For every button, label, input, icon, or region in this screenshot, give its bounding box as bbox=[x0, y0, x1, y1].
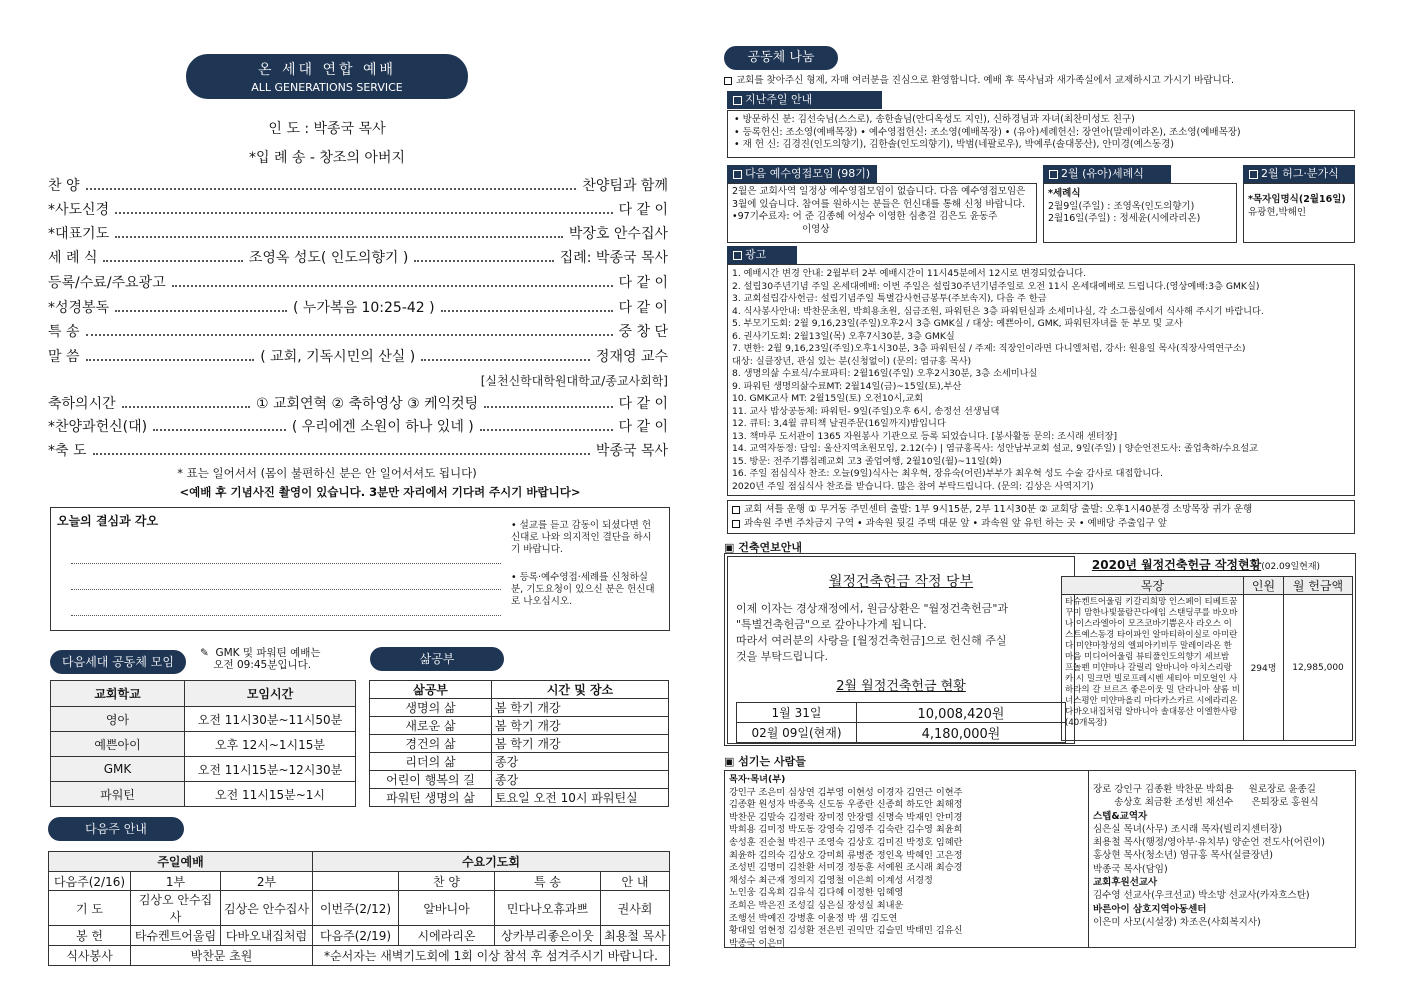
resolution-title: 오늘의 결심과 각오 bbox=[57, 514, 159, 528]
nextweek-label: 다음주 안내 bbox=[48, 817, 184, 841]
order-row bbox=[48, 222, 668, 244]
lastweek-label: 지난주일 안내 bbox=[727, 91, 882, 109]
cell: 다음주(2/19) bbox=[313, 926, 399, 946]
cell: 오후 12시~1시15분 bbox=[185, 732, 356, 757]
order-person: 찬양팀과 함께 bbox=[582, 178, 668, 194]
cell: 경건의 삶 bbox=[370, 735, 492, 753]
nextweek-table bbox=[48, 851, 670, 966]
order-row bbox=[48, 439, 668, 461]
cell: 12,985,000 bbox=[1284, 595, 1353, 741]
servant-line: 송성훈 진순철 박진구 조영숙 김상호 김미진 박정호 임혜란 bbox=[729, 836, 963, 848]
baptism-label: 2월 (유아)세례식 bbox=[1043, 165, 1171, 183]
cell: 봄 학기 개강 bbox=[492, 717, 669, 735]
order-person: 다 같 이 bbox=[618, 275, 668, 291]
service-title bbox=[186, 54, 468, 99]
status-title: 2월 월정건축헌금 현황 bbox=[836, 679, 966, 694]
servant-line: 채성수 최근재 정의지 김영철 이은희 이계성 서경정 bbox=[729, 874, 933, 886]
cell: 종강 bbox=[492, 753, 669, 771]
order-item: *대표기도 bbox=[48, 226, 110, 242]
col-header: 삶공부 bbox=[370, 681, 492, 699]
jesus-text: 2월은 교회사역 일정상 예수영접모임이 없습니다. 다음 예수영접모임은 3월에 있습니다. 참여를 원하시는 분들은 헌신대를 통해 신청 바랍니다. bbox=[732, 186, 1026, 210]
service-title-en: ALL GENERATIONS SERVICE bbox=[251, 81, 403, 94]
servant-line: 김수영 선교사(우크선교) 박소망 선교사(카자흐스탄) bbox=[1093, 890, 1310, 902]
servant-line: 송상호 최금환 조성빈 채선수 은퇴장로 홍원식 bbox=[1093, 797, 1319, 809]
servant-line: 조희은 박은진 조성길 심은실 장성실 최내운 bbox=[729, 899, 904, 911]
life-table bbox=[369, 680, 669, 807]
order-row bbox=[48, 320, 668, 342]
cell: 알바니아 bbox=[399, 891, 495, 926]
entrance-song: *입 례 송 - 창조의 아버지 bbox=[248, 150, 406, 166]
order-row bbox=[48, 174, 668, 196]
ad-line: 16. 주일 점심식사 찬조: 오늘(9일)식사는 최우혁, 장유숙(어린)부부가 최우혁 성도 수술 감사로 대접합니다. bbox=[732, 468, 1163, 479]
order-row bbox=[48, 296, 668, 318]
order-item: *사도신경 bbox=[48, 202, 110, 218]
servant-line: 홍상현 목사(청소년) 염규홍 목사(실클장년) bbox=[1093, 850, 1273, 862]
servants-label: ▣ 섬기는 사람들 bbox=[724, 753, 806, 769]
ad-line: 9. 파워틴 생명의삶수료MT: 2월14일(금)~15일(토),부산 bbox=[732, 380, 962, 392]
building-label: ▣ 건축연보안내 bbox=[724, 539, 802, 555]
servant-line: 스텝&교역자 bbox=[1093, 810, 1148, 822]
servant-line: 강인구 조은미 심상연 김부영 이현성 이경자 김연근 이현주 bbox=[729, 786, 963, 798]
cell: 토요일 오전 10시 파워틴실 bbox=[492, 789, 669, 807]
pledge-box bbox=[1243, 183, 1355, 243]
servant-line: 최용철 목사(행정/영아부·유치부) 양순언 전도사(어린이) bbox=[1093, 837, 1325, 849]
baptism-line: 2월16일(주일) : 정세윤(시에라리온) bbox=[1048, 213, 1201, 225]
servant-line: 이은미 사모(시설장) 차조은(사회복지사) bbox=[1093, 916, 1261, 928]
cell bbox=[313, 872, 399, 891]
cell: 안 내 bbox=[601, 872, 670, 891]
col-header: 목장 bbox=[1062, 577, 1244, 595]
cell: 종강 bbox=[492, 771, 669, 789]
order-detail: ( 우리에겐 소원이 하나 있네 ) bbox=[291, 419, 474, 435]
order-item: 찬 양 bbox=[48, 178, 80, 194]
status-table bbox=[736, 702, 1066, 743]
cell: 타슈켄트어울림 bbox=[131, 926, 221, 946]
baptism-box bbox=[1043, 183, 1237, 243]
ad-line: 7. 변한: 2월 9,16,23일(주일)오후1시30분, 3층 파워틴실 / 주제: 직장인이라면 다니엘처럼, 강사: 원용일 목사(직장사역연구소) bbox=[732, 343, 1246, 354]
parking-info: 과속원 주변 주차금지 구역 • 과속원 뒷길 주택 대문 앞 • 과속원 앞 유턴 하는 곳 • 예배당 주출입구 앞 bbox=[732, 517, 1350, 531]
order-person: 다 같 이 bbox=[618, 396, 668, 412]
ad-line: 2020년 주일 점심식사 찬조를 받습니다. 많은 참여 부탁드립니다. (문의: 김상은 사역지기) bbox=[732, 480, 1094, 492]
cell: 민다나오휴과쁘 bbox=[495, 891, 601, 926]
cell: 기 도 bbox=[49, 891, 131, 926]
pledge-line: 유광현,박해인 bbox=[1248, 206, 1307, 218]
ad-line: 3. 교회설립감사헌금: 설립기념주일 특별감사헌금봉투(주보속지), 다음 주 한금 bbox=[732, 293, 1047, 304]
servant-line: 황대일 엄현정 김성환 전은빈 권익만 김슬민 박태민 김유신 bbox=[729, 925, 963, 937]
order-item: *성경봉독 bbox=[48, 300, 110, 316]
ads-label: 광고 bbox=[727, 246, 797, 264]
order-person: 박장호 안수집사 bbox=[568, 226, 668, 242]
order-person: 중 창 단 bbox=[618, 324, 668, 340]
order-item: 축하의시간 bbox=[48, 396, 116, 412]
cell: 1월 31일 bbox=[737, 703, 857, 723]
building-box-title: 월정건축헌금 작정 당부 bbox=[828, 574, 974, 590]
cell: *순서자는 새벽기도회에 1회 이상 참석 후 섬겨주시기 바랍니다. bbox=[313, 946, 670, 966]
order-row bbox=[48, 271, 668, 293]
ad-line: 대상: 실클장년, 관심 있는 분(신청없이) (문의: 염규홍 목사) bbox=[732, 355, 972, 367]
order-item: 세 례 식 bbox=[48, 250, 98, 266]
cell: 찬 양 bbox=[399, 872, 495, 891]
col-header: 인원 bbox=[1244, 577, 1284, 595]
nextgen-note: ✎ GMK 및 파워틴 예배는 오전 09:45분입니다. bbox=[200, 647, 321, 671]
cell: 10,008,420원 bbox=[857, 703, 1066, 723]
servant-line: 심은실 목녀(사무) 조시래 목자(빌리지센터장) bbox=[1093, 823, 1283, 835]
lastweek-box bbox=[727, 110, 1355, 158]
cell: 식사봉사 bbox=[49, 946, 131, 966]
cell: 김상은 안수집사 bbox=[221, 891, 313, 926]
servant-line: 박희용 김미정 박도동 강영숙 김영주 김숙란 김수영 최윤희 bbox=[729, 824, 963, 836]
servant-line: 박종국 이은미 bbox=[729, 937, 786, 949]
ad-line: 15. 방문: 전주기쁨침례교회 고3 졸업여행, 2월10일(월)~11일(화) bbox=[732, 455, 1002, 467]
col-header: 시간 및 장소 bbox=[492, 681, 669, 699]
col-header: 월 헌금액 bbox=[1284, 577, 1353, 595]
cell: 294명 bbox=[1244, 595, 1284, 741]
baptism-title: *세례식 bbox=[1048, 188, 1081, 199]
life-label: 삶공부 bbox=[370, 647, 504, 671]
cell: 봄 학기 개강 bbox=[492, 699, 669, 717]
ad-line: 5. 부모기도회: 2월 9,16,23일(주일)오후2시 3층 GMK실 / 대상: 예쁜아이, GMK, 파워틴자녀를 둔 부모 및 교사 bbox=[732, 318, 1183, 329]
cell: 다음주(2/16) bbox=[49, 872, 131, 891]
servant-line: 교회후원선교사 bbox=[1093, 877, 1158, 889]
order-row bbox=[48, 198, 668, 220]
jesus-box bbox=[727, 183, 1037, 243]
speaker-affiliation: [실천신학대학원대학교/종교사회학] bbox=[480, 374, 668, 388]
service-title-ko: 온 세대 연합 예배 bbox=[257, 62, 397, 78]
resolution-tip: • 설교를 듣고 감동이 되셨다면 헌신대로 나와 의지적인 결단을 하시기 바랍니다. bbox=[511, 520, 659, 556]
pledge-label: 2월 허그·분가식 bbox=[1243, 165, 1355, 183]
order-person: 다 같 이 bbox=[618, 300, 668, 316]
servant-line: 장로 강인구 김종환 박찬문 박희용 원로장로 윤종길 bbox=[1093, 784, 1316, 795]
col-header: 교회학교 bbox=[51, 681, 185, 707]
order-person: 정재영 교수 bbox=[595, 349, 668, 365]
order-row bbox=[48, 392, 668, 414]
ad-line: 8. 생명의삶 수료식/수료파티: 2월16일(주일) 오후2시30분, 3층 소세미나실 bbox=[732, 368, 1038, 379]
jesus-label: 다음 예수영접모임 (98기) bbox=[727, 165, 877, 183]
cell: 최용철 목사 bbox=[601, 926, 670, 946]
cell: 상카부리좋은이웃 bbox=[495, 926, 601, 946]
building-box bbox=[724, 553, 1356, 746]
order-person: 집례: 박종국 목사 bbox=[559, 250, 669, 266]
order-detail: ( 누가복음 10:25-42 ) bbox=[293, 300, 435, 316]
nextgen-label: 다음세대 공동체 모임 bbox=[50, 650, 186, 674]
community-label: 공동체 나눔 bbox=[724, 46, 838, 70]
cell: 생명의 삶 bbox=[370, 699, 492, 717]
ad-line: 1. 예배시간 변경 안내: 2월부터 2부 예배시간이 11시45분에서 12시로 변경되었습니다. bbox=[732, 268, 1087, 279]
pledge-line: *목자임명식(2월16일) bbox=[1248, 194, 1346, 205]
cell: 이번주(2/12) bbox=[313, 891, 399, 926]
servant-line: 김종환 원성자 박종욱 신도동 우종란 신종희 하도안 최해정 bbox=[729, 799, 963, 811]
order-row bbox=[48, 345, 668, 367]
jesus-text: 이영상 bbox=[802, 224, 830, 236]
cell: 봉 헌 bbox=[49, 926, 131, 946]
cell: 새로운 삶 bbox=[370, 717, 492, 735]
order-item: 특 송 bbox=[48, 324, 80, 340]
ads-box bbox=[727, 264, 1355, 496]
pledge-status-table bbox=[1061, 576, 1353, 741]
resolution-box bbox=[50, 507, 670, 631]
order-detail: ( 교회, 기독시민의 산실 ) bbox=[260, 349, 416, 365]
servant-line: 바른아이 삼호지역아동센터 bbox=[1093, 903, 1207, 915]
cell: 시에라리온 bbox=[399, 926, 495, 946]
col-header: 수요기도회 bbox=[313, 852, 670, 872]
col-header: 주일예배 bbox=[49, 852, 313, 872]
leader: 인 도 : 박종국 목사 bbox=[268, 121, 386, 137]
cell: 권사회 bbox=[601, 891, 670, 926]
cell: 오전 11시15분~1시 bbox=[185, 782, 356, 807]
cell: 리더의 삶 bbox=[370, 753, 492, 771]
order-row bbox=[48, 246, 668, 268]
baptism-line: 2월9일(주일) : 조영옥(인도의향기) bbox=[1048, 200, 1195, 212]
cell: 파워틴 bbox=[51, 782, 185, 807]
order-item: *축 도 bbox=[48, 443, 87, 459]
lastweek-line: • 등록헌신: 조소영(예배목장) • 예수영접헌신: 조소영(예배목장) • (유아)세례헌신: 장연아(말레이라온), 조소영(예배목장) bbox=[734, 127, 1348, 140]
cell: 김상오 안수집사 bbox=[131, 891, 221, 926]
ad-line: 6. 권사기도회: 2월13일(목) 오후7시30분, 3층 GMK실 bbox=[732, 330, 955, 342]
servant-line: 박찬문 김말숙 김정락 장미정 안장렬 신명숙 박재인 안미경 bbox=[729, 811, 963, 823]
ad-line: 11. 교사 밥상공동체: 파워틴- 9일(주일)오후 6시, 송정선 선생님댁 bbox=[732, 405, 1000, 417]
servant-line: 조행선 박예진 강병훈 이윤정 박 샘 김도연 bbox=[729, 912, 898, 924]
cell: 영아 bbox=[51, 707, 185, 732]
order-person: 다 같 이 bbox=[618, 419, 669, 435]
servant-line: 노인웅 김옥희 김유식 김다혜 이정한 임혜영 bbox=[729, 887, 904, 899]
nextgen-table bbox=[50, 680, 356, 807]
ad-line: 14. 교역자동정: 담임: 울산지역초원모임, 2.12(수) | 염규홍목사: 성안남부교회 설교, 9일(주일) | 양순언전도사: 졸업축하/수요설교 bbox=[732, 443, 1259, 454]
servant-line: 최윤하 김의숙 김상오 강미희 류병준 정인옥 박혜인 고은정 bbox=[729, 849, 963, 861]
cell: 4,180,000원 bbox=[857, 723, 1066, 743]
cell: 박찬문 초원 bbox=[131, 946, 313, 966]
cell: 다바오내집처럼 bbox=[221, 926, 313, 946]
servant-line: 박종국 목사(담임) bbox=[1093, 863, 1168, 875]
shuttle-info: 교회 셔틀 운행 ① 무거동 주민센터 출발: 1부 9시15분, 2부 11시30분 ② 교회당 출발: 오후1시40분경 소망목장 귀가 운행 bbox=[732, 503, 1350, 517]
cell: 2부 bbox=[221, 872, 313, 891]
pledge-status-title: 2020년 월정건축헌금 작정현황(02.09일현재) bbox=[1091, 558, 1321, 572]
order-person: 다 같 이 bbox=[618, 202, 668, 218]
ad-line: 12. 큐티: 3,4월 큐티책 날권주문(16일까지)밤입니다 bbox=[732, 418, 946, 429]
cell: 특 송 bbox=[495, 872, 601, 891]
standing-note: * 표는 일어서서 (몸이 불편하신 분은 안 일어서셔도 됩니다) bbox=[177, 466, 477, 480]
cell: 어린이 행복의 길 bbox=[370, 771, 492, 789]
mokjang-list: 타슈켄트어울림 키갈리희망 인스페이 티베트꿈꾸미 맘한나빛물람끈다애임 스탠딩쿠를 바오바나 이스라엘아이 모즈코바기쁨온사 라오스 이스트예스동경 타이파인 알마티하이실로 아미란다 미얀마창성의 엘피아키비두 말레이라온 한마음 미디어어울림 뷰티풀인도의향기 세브밤 프놀펜 미얀마나 갈릴리 알바니아 아치스리랑카 시 밀크먼 빌로프레시벤 세티아 미모얼인 사하라의 갈 브르즈 좋은이웃 밀 단라니아 샬롬 비너스평안 미얀마올리 마다카스카르 시에라리온 다바오내집처럼 알바니아 솔대몽산 이엘한사랑 (40개목장) bbox=[1062, 595, 1244, 741]
order-item: *찬양과헌신(대) bbox=[48, 419, 148, 435]
cell: 오전 11시30분~11시50분 bbox=[185, 707, 356, 732]
order-detail: ① 교회연혁 ② 축하영상 ③ 케익컷팅 bbox=[255, 396, 479, 412]
cell: 02월 09일(현재) bbox=[737, 723, 857, 743]
servant-line: 조성빈 김명미 김찬환 서미경 정동훈 서예원 조시래 최승경 bbox=[729, 862, 963, 874]
cell: 예쁜아이 bbox=[51, 732, 185, 757]
welcome-text: 교회를 찾아주신 형제, 자매 여러분을 진심으로 환영합니다. 예배 후 목사님과 새가족실에서 교제하시고 가시기 바랍니다. bbox=[724, 72, 1234, 86]
lastweek-line: • 방문하신 분: 김선숙님(스스로), 송한솔님(안디옥성도 지인), 신하경님과 자녀(최찬미성도 친구) bbox=[734, 114, 1348, 127]
order-detail: 조영옥 성도( 인도의향기 ) bbox=[248, 250, 409, 266]
building-text: 이제 이자는 경상재정에서, 원금상환은 "월정건축헌금"과 "특별건축헌금"으로 갚아나가게 됩니다. 따라서 여러분의 사랑을 [월정건축헌금]으로 헌신해 주실 것을 부탁드립니다. bbox=[736, 602, 1008, 663]
cell: 봄 학기 개강 bbox=[492, 735, 669, 753]
photo-note: <예배 후 기념사진 촬영이 있습니다. 3분만 자리에서 기다려 주시기 바랍니다> bbox=[179, 485, 581, 499]
cell: 파워틴 생명의 삶 bbox=[370, 789, 492, 807]
bus-box bbox=[727, 500, 1355, 534]
order-item: 말 씀 bbox=[48, 349, 80, 365]
order-item: 등록/수료/주요광고 bbox=[48, 275, 166, 291]
col-header: 모임시간 bbox=[185, 681, 356, 707]
order-row bbox=[48, 415, 668, 437]
servants-box bbox=[724, 770, 1356, 948]
ad-line: 2. 설립30주년기념 주일 온세대예배: 이번 주일은 설립30주년기념주일로 오전 11시 온세대예배로 드립니다.(영상예배:3층 GMK실) bbox=[732, 280, 1260, 292]
ad-line: 10. GMK교사 MT: 2월15일(토) 오전10시,교회 bbox=[732, 393, 924, 404]
ad-line: 4. 식사봉사안내: 박찬문초원, 박희용초원, 심금조원, 파워틴은 3층 파워틴실과 소세미나실, 각 소그룹실에서 식사해 주시기 바랍니다. bbox=[732, 305, 1264, 317]
servants-left-title: 목자·목녀(부) bbox=[729, 774, 786, 785]
jesus-text: •97기수료자: 어 준 김종혜 어성수 이영한 심총걸 김은도 윤동주 bbox=[732, 211, 998, 223]
cell: 1부 bbox=[131, 872, 221, 891]
order-person: 박종국 목사 bbox=[595, 443, 668, 459]
lastweek-line: • 재 헌 신: 김경진(인도의향기), 김한솔(인도의향기), 박범(네팔로우), 박예루(솔대몽산), 안미경(예스동경) bbox=[734, 139, 1348, 152]
cell: 오전 11시15분~12시30분 bbox=[185, 757, 356, 782]
ad-line: 13. 책마루 도서관이 1365 자원봉사 기관으로 등록 되었습니다. [봉사활동 문의: 조시래 센터장] bbox=[732, 430, 1118, 442]
cell: GMK bbox=[51, 757, 185, 782]
resolution-tip: • 등록·예수영접·세례를 신청하실 분, 기도요청이 있으신 분은 헌신대로 나오십시오. bbox=[511, 572, 659, 608]
